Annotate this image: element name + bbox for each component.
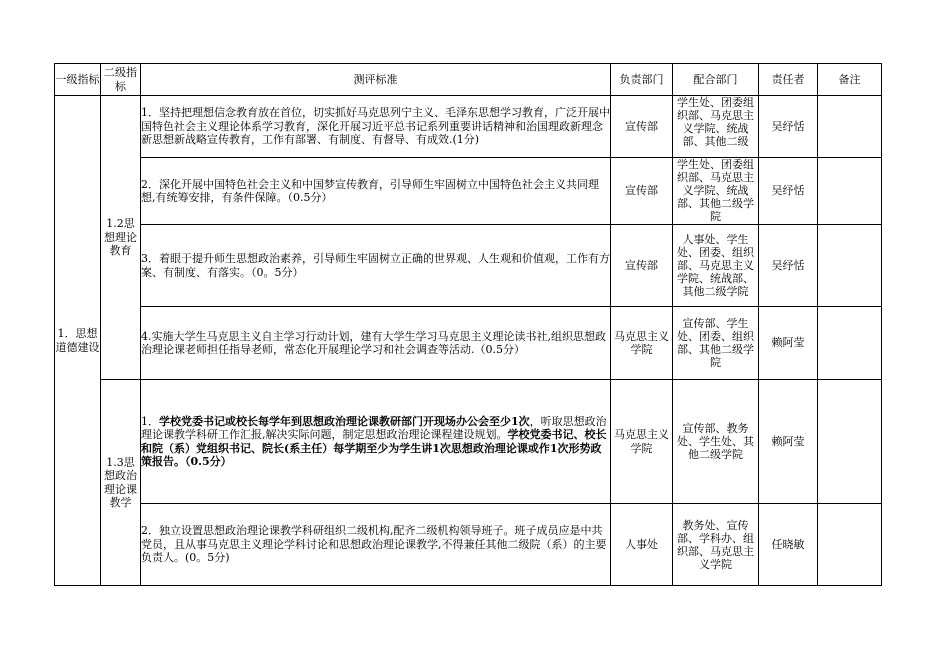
level1-cell: 1．思想道德建设: [55, 96, 101, 586]
table-row: [55, 96, 882, 158]
coop-cell: 宣传部、学生处、团委、组织部、其他二级学院: [673, 307, 759, 380]
dept-cell: 马克思主义学院: [611, 380, 673, 504]
criteria-cell: 3．着眼于提升师生思想政治素养，引导师生牢固树立正确的世界观、人生观和价值观，工作有方案、有制度、有落实。（0。5分）: [141, 225, 611, 307]
coop-cell: 教务处、宣传部、学科办、组织部、马克思主义学院: [673, 504, 759, 586]
owner-cell: 赖阿莹: [759, 307, 818, 380]
header-coop: 配合部门: [673, 64, 759, 96]
criteria-cell: 2．独立设置思想政治理论课教学科研组织二级机构,配齐二级机构领导班子。班子成员应是中共党员，且从事马克思主义理论学科讨论和思想政治理论课教学,不得兼任其他二级院（系）的主要负责人。(0。5分): [141, 504, 611, 586]
criteria-text: 1．: [141, 414, 159, 428]
notes-cell: [818, 225, 882, 307]
owner-cell: 吴纾恬: [759, 225, 818, 307]
dept-cell: 宣传部: [611, 96, 673, 158]
owner-cell: 任晓敏: [759, 504, 818, 586]
table-row: [55, 158, 882, 225]
evaluation-table: [54, 63, 882, 586]
coop-cell: [673, 158, 759, 225]
table-row: [55, 380, 882, 504]
criteria-cell: 1．坚持把理想信念教育放在首位，切实抓好马克思列宁主义、毛泽东思想学习教育，广泛开展中国特色社会主义理论体系学习教育，深化开展习近平总书记系列重要讲话精神和治国理政新理念新思想新战略宣传教育，工作有部署、有制度、有督导、有成效.(1分): [141, 96, 611, 158]
table-row: [55, 504, 882, 586]
header-row: [55, 64, 882, 96]
notes-cell: [818, 158, 882, 225]
criteria-cell: 2．深化开展中国特色社会主义和中国梦宣传教育，引导师生牢固树立中国特色社会主义共同理想,有统筹安排，有条件保障。（0.5分）: [141, 158, 611, 225]
dept-cell: 宣传部: [611, 225, 673, 307]
criteria-bold-text: 学校党委书记或校长每学年到思想政治理论课教研部门开现场办公会至少1次: [159, 414, 530, 428]
dept-cell: 宣传部: [611, 158, 673, 225]
header-criteria: 测评标准: [141, 64, 611, 96]
criteria-cell: [141, 380, 611, 504]
owner-cell: 赖阿莹: [759, 380, 818, 504]
coop-text: 学生处、团委组织部、马克思主义学院、统战部、其他二级学院: [677, 158, 754, 223]
notes-cell: [818, 96, 882, 158]
header-dept: 负责部门: [611, 64, 673, 96]
owner-cell: 吴纾恬: [759, 158, 818, 225]
notes-cell: [818, 504, 882, 586]
level2-cell: 1.2思想理论教育: [101, 96, 141, 380]
coop-cell: [673, 96, 759, 158]
coop-text: 学生处、团委组织部、马克思主义学院、统战部、其他二级: [677, 96, 754, 148]
header-notes: 备注: [818, 64, 882, 96]
owner-cell: 吴纾恬: [759, 96, 818, 158]
coop-cell: 人事处、学生处、团委、组织部、马克思主义学院、统战部、其他二级学院: [673, 225, 759, 307]
dept-cell: 人事处: [611, 504, 673, 586]
notes-cell: [818, 380, 882, 504]
criteria-cell: 4.实施大学生马克思主义自主学习行动计划，建有大学生学习马克思主义理论读书社,组织思想政治理论课老师担任指导老师，常态化开展理论学习和社会调查等活动.（0.5分）: [141, 307, 611, 380]
table-row: [55, 225, 882, 307]
coop-cell: 宣传部、教务处、学生处、其他二级学院: [673, 380, 759, 504]
notes-cell: [818, 307, 882, 380]
criteria-bold-text: 学校党委书记、校长和院（系）党组织书记、院长(系主任）每学期至少为学生讲1次思想政治理论课或作1次形势政策报告。（0.5分）: [141, 428, 607, 468]
dept-cell: 马克思主义学院: [611, 307, 673, 380]
criteria-text: ，听取思想政治理论课教学科研工作汇报,解决实际问题，制定思想政治理论课程建设规划。: [141, 414, 607, 441]
header-owner: 责任者: [759, 64, 818, 96]
header-level2: 二级指标: [101, 64, 141, 96]
header-level1: 一级指标: [55, 64, 101, 96]
level2-cell: 1.3思想政治理论课教学: [101, 380, 141, 586]
table-row: [55, 307, 882, 380]
